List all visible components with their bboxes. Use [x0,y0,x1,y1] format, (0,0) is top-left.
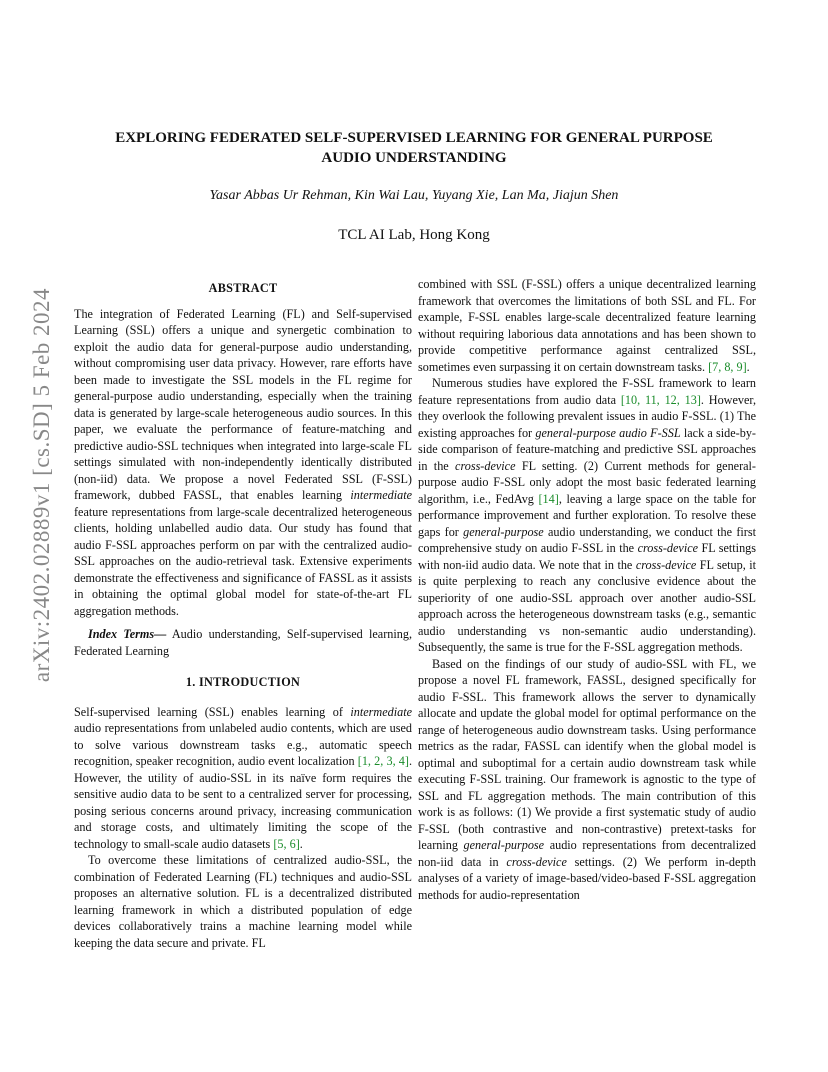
right-paragraph-1: combined with SSL (F-SSL) offers a unique decentralized learning framework that overcomes the limitations of both SSL and FL. For example, F-SSL enables large-scale decentralized feature learning without requiring laborious data annotations and has been shown to provide competitive performance against centralized SSL, sometimes even surpassing it on certain downstream tasks. [7, 8, 9]. [418,277,756,374]
right-paragraph-2: Numerous studies have explored the F-SSL framework to learn feature representations from audio data [10, 11, 12, 13]. However, they overlook the following prevalent issues in audio F-SSL. (1) The existing approaches for general-purpose audio F-SSL lack a side-by-side comparison of feature-matching and predictive SSL approaches in the cross-device FL setting. (2) Current methods for general-purpose audio F-SSL only adopt the most basic federated learning algorithm, i.e., FedAvg [14], leaving a large space on the table for performance improvement and further exploration. To resolve these gaps for general-purpose audio understanding, we conduct the first comprehensive study on audio F-SSL in the cross-device FL settings with non-iid audio data. We note that in the cross-device FL setup, it is quite perplexing to reach any conclusive evidence about the superiority of one audio-SSL approach over another audio-SSL approach across the heterogeneous downstream tasks (e.g., semantic audio understanding vs non-semantic audio understanding). Subsequently, the same is true for the F-SSL aggregation methods. [418,376,757,654]
intro-paragraph-2: To overcome these limitations of centralized audio-SSL, the combination of Federated Learning (FL) techniques and audio-SSL proposes an alternative solution. FL is a decentralized distributed learning framework in which a distributed population of edge devices collaboratively trains a machine learning model while keeping the data secure and private. FL [74,853,412,950]
intro-paragraph-1: Self-supervised learning (SSL) enables learning of intermediate audio representations from unlabeled audio contents, which are used to solve various downstream tasks e.g., automatic speech recognition, speaker recognition, audio event localization [1, 2, 3, 4]. However, the utility of audio-SSL in its naïve form requires the sensitive audio data to be sent to a centralized server for processing, posing serious concerns around privacy, increasing communication and storage costs, and ultimately limiting the scope of the technology to small-scale audio datasets [5, 6]. [74,704,413,851]
abstract-heading: ABSTRACT [208,281,278,295]
affiliation: TCL AI Lab, Hong Kong [338,227,490,243]
citation-link[interactable]: [10, 11, 12, 13] [620,392,701,407]
left-column [74,280,412,951]
right-paragraph-3: Based on the findings of our study of audio-SSL with FL, we propose a novel FL framework, FASSL, designed specifically for audio F-SSL. This framework allows the server to dynamically allocate and update the global model for optimal performance on the range of heterogeneous audio downstream tasks. Using performance metrics as the radar, FASSL can identify when the global model is optimal and suboptimal for a certain audio downstream task while executing F-SSL training. Our framework is agnostic to the type of SSL and FL aggregation methods. The main contribution of this work is as follows: (1) We provide a first systematic study of audio F-SSL (both contrastive and non-contrastive) pretext-tasks for learning general-purpose audio representations from decentralized non-iid data in cross-device settings. (2) We perform in-depth analyses of a variety of image-based/video-based F-SSL aggregation methods for audio-representation [418,656,756,902]
citation-link[interactable]: [1, 2, 3, 4] [357,754,409,768]
citation-link[interactable]: [7, 8, 9] [708,359,747,374]
title-line-2: AUDIO UNDERSTANDING [321,150,507,166]
index-terms-label: Index Terms— [88,627,167,641]
index-terms: Index Terms— Audio understanding, Self-supervised learning, Federated Learning [74,627,412,658]
right-column [418,276,756,903]
citation-link[interactable]: [14] [538,491,559,506]
title-line-1: EXPLORING FEDERATED SELF-SUPERVISED LEARNING FOR GENERAL PURPOSE [115,130,713,146]
arxiv-identifier-stamp: arXiv:2402.02889v1 [cs.SD] 5 Feb 2024 [29,287,54,683]
introduction-heading: 1. INTRODUCTION [185,675,301,689]
abstract-text: The integration of Federated Learning (FL) and Self-supervised Learning (SSL) offers a unique and synergetic combination to exploit the audio data for general-purpose audio understanding, without compromising user data privacy. However, rare efforts have been made to investigate the SSL models in the FL regime for general-purpose audio understanding, especially when the training data is generated by large-scale heterogeneous audio sources. In this paper, we evaluate the performance of feature-matching and predictive audio-SSL techniques when integrated into large-scale FL settings simulated with non-independently identically distributed (non-iid) data. We propose a novel Federated SSL (F-SSL) framework, dubbed FASSL, that enables learning intermediate feature representations from large-scale decentralized heterogeneous clients, holding unlabelled audio data. Our study has found that audio F-SSL approaches perform on par with the centralized audio-SSL approaches on the audio-retrieval task. Extensive experiments demonstrate the effectiveness and significance of FASSL as it assists in obtaining the optimal global model for state-of-the-art FL aggregation methods. [74,306,412,618]
paper-title [60,128,768,168]
citation-link[interactable]: [5, 6] [273,836,300,851]
author-list: Yasar Abbas Ur Rehman, Kin Wai Lau, Yuyang Xie, Lan Ma, Jiajun Shen [209,188,619,203]
